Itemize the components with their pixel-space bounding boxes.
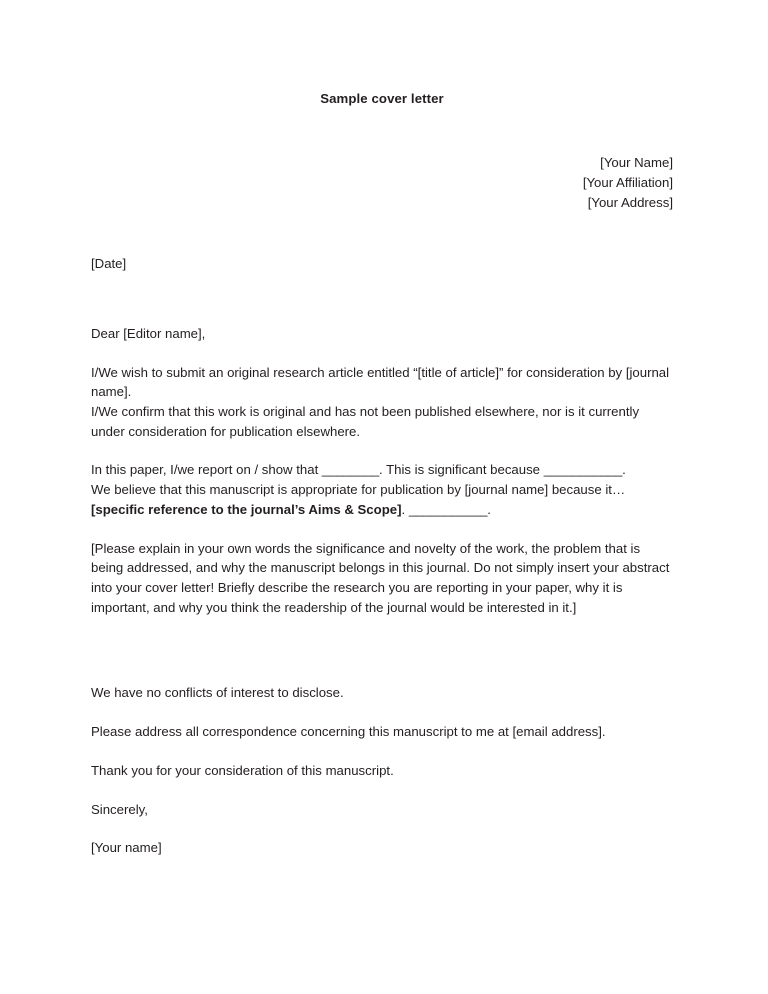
letter-content (91, 0, 673, 858)
paragraph-conflicts: We have no conflicts of interest to disclose. (91, 685, 344, 701)
aims-and-scope-emphasis: [specific reference to the journal’s Aims & Scope] (91, 501, 402, 517)
paragraph-correspondence: Please address all correspondence concerning this manuscript to me at [email address]. (91, 724, 606, 740)
appropriateness-blank: ___________ (408, 501, 488, 517)
paragraph-significance (91, 441, 673, 519)
report-middle: . This is significant because (379, 462, 544, 478)
valediction: Sincerely, (91, 801, 148, 817)
sender-name: [Your Name] (600, 155, 673, 171)
paragraph-instruction-note: [Please explain in your own words the significance and novelty of the work, the problem that is being addressed, and why the manuscript belongs in this journal. Do not simply insert your abstract into your cover letter! Briefly describe the research you are reporting in your paper, why it is important, and why you think the readership of the journal would be interested in it.] (91, 540, 670, 615)
signature-name: [Your name] (91, 840, 162, 856)
report-blank-second: ___________ (543, 462, 623, 478)
sender-affiliation: [Your Affiliation] (582, 174, 673, 190)
sender-address-block (91, 107, 673, 212)
sender-address: [Your Address] (587, 194, 673, 210)
submission-sentence-2: I/We confirm that this work is original and has not been published elsewhere, nor is it currently under consideration for publication elsewhere. (91, 404, 640, 439)
appropriateness-suffix: . (487, 501, 491, 517)
appropriateness-prefix: We believe that this manuscript is appropriate for publication by [journal name] because it… (91, 482, 626, 498)
appropriateness-after-bold: . (401, 501, 409, 517)
report-suffix: . (622, 462, 626, 478)
submission-sentence-1: I/We wish to submit an original research article entitled “[title of article]” for consideration by [journal name]. (91, 364, 670, 400)
paragraph-thanks: Thank you for your consideration of this manuscript. (91, 762, 394, 778)
page-title: Sample cover letter (320, 91, 444, 106)
report-prefix: In this paper, I/we report on / show that (91, 462, 322, 478)
paragraph-submission (91, 344, 673, 442)
salutation-line: Dear [Editor name], (91, 325, 206, 341)
date-field: [Date] (91, 256, 127, 272)
report-blank-first: ________ (321, 462, 379, 478)
